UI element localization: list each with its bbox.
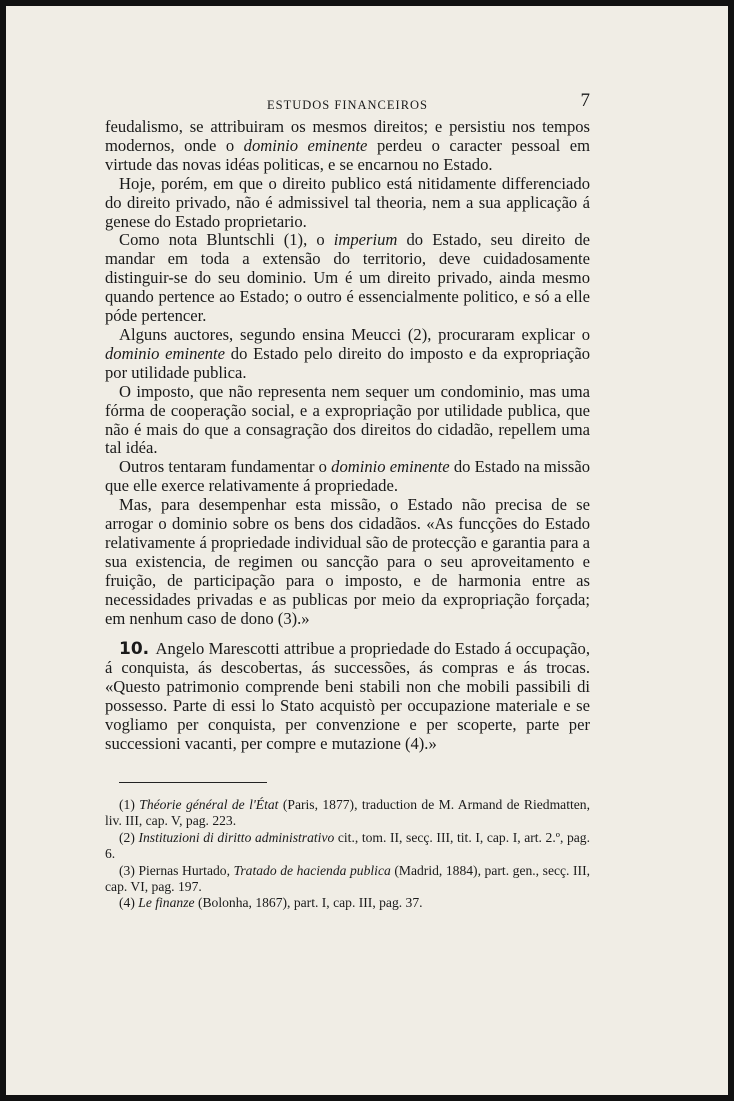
paragraph: Alguns auctores, segundo ensina Meucci (2), procuraram explicar o dominio eminente do Estado pelo direito do imposto e da expropriação por utilidade publica. — [105, 324, 590, 382]
book-page — [105, 90, 590, 912]
paragraph: Mas, para desempenhar esta missão, o Estado não precisa de se arrogar o dominio sobre os bens dos cidadãos. «As funcções do Estado relativamente á propriedade individual são de protecção e garantia para a sua existencia, de regimen ou sancção para o seu aproveitamento e fruição, de participação para o imposto, e de harmonia entre as necessidades privadas e as publicas por meio da expropriação forçada; em nenhum caso de dono (3).» — [105, 495, 590, 628]
paragraph: Hoje, porém, em que o direito publico está nitidamente differenciado do direito privado, não é admissivel tal theoria, nem a sua applicação á genese do Estado proprietario. — [105, 173, 590, 231]
paragraph: feudalismo, se attribuiram os mesmos direitos; e persistiu nos tempos modernos, onde o dominio eminente perdeu o caracter pessoal em virtude das novas idéas politicas, e se encarnou no Estado. — [105, 117, 590, 174]
running-head — [105, 90, 590, 118]
paragraph: O imposto, que não representa nem sequer um condominio, mas uma fórma de cooperação social, e a expropriação por utilidade publica, que não é mais do que a consagração dos direitos do cidadão, repellem uma tal idéa. — [105, 381, 590, 458]
body-text — [105, 118, 590, 754]
running-title: ESTUDOS FINANCEIROS — [266, 98, 429, 112]
footnote: (4) Le finanze (Bolonha, 1867), part. I, cap. III, pag. 37. — [119, 895, 423, 911]
paragraph: Como nota Bluntschli (1), o imperium do Estado, seu direito de mandar em toda a extensão do territorio, deve cuidadosamente distinguir-se do seu dominio. Um é um direito privado, ainda mesmo quando pertence ao Estado; o outro é essencialmente politico, e só a elle póde pertencer. — [105, 230, 590, 326]
footnote: (2) Instituzioni di diritto administrativo cit., tom. II, secç. III, tit. I, cap. I, art. 2.º, pag. 6. — [105, 829, 590, 862]
section-number: 10. — [119, 639, 150, 660]
footnotes — [105, 797, 590, 912]
section-paragraph: 10. Angelo Marescotti attribue a propriedade do Estado á occupação, á conquista, ás descobertas, ás successões, ás compras e ás trocas. «Questo patrimonio comprende beni stabili non che mobili passibili di possesso. Parte di essi lo Stato acquistò per occupazione materiale e se vogliamo per conquista, per convenzione e per scoperte, parte per successioni vacanti, per compre e mutazione (4).» — [105, 639, 590, 753]
footnote-rule — [119, 782, 267, 783]
paragraph: Outros tentaram fundamentar o dominio eminente do Estado na missão que elle exerce relativamente á propriedade. — [105, 457, 590, 496]
page-number: 7 — [580, 90, 590, 111]
footnote: (3) Piernas Hurtado, Tratado de hacienda publica (Madrid, 1884), part. gen., secç. III, cap. VI, pag. 197. — [105, 862, 590, 894]
footnote: (1) Théorie général de l'État (Paris, 1877), traduction de M. Armand de Riedmatten, liv. III, cap. V, pag. 223. — [105, 796, 590, 829]
